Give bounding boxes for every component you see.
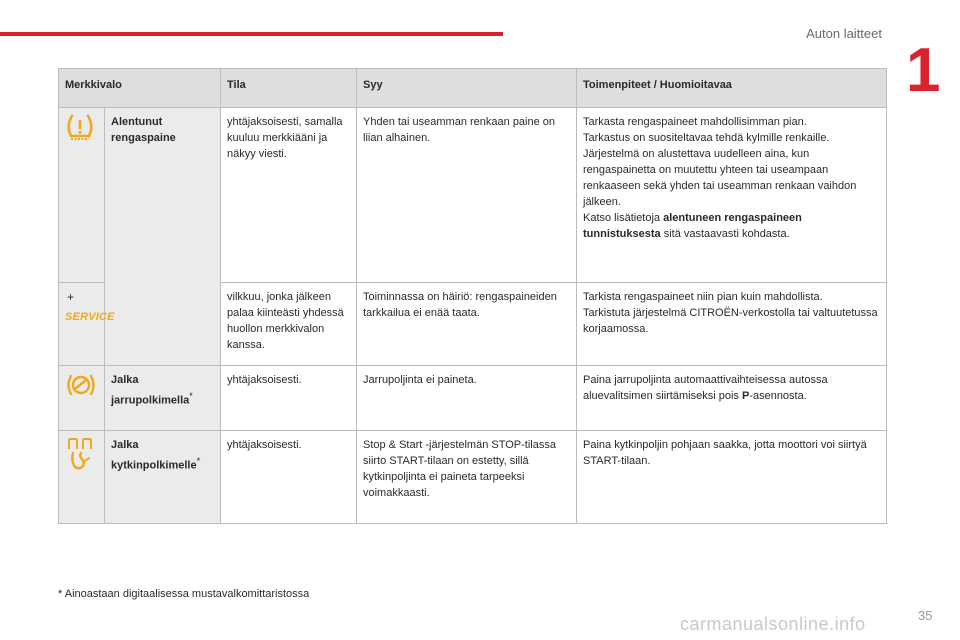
- footnote-marker: *: [189, 391, 193, 401]
- action-line: Tarkastus on suositeltavaa tehdä kylmille renkaille.: [583, 132, 830, 144]
- action-line: Tarkista rengaspaineet niin pian kuin mahdollista.: [583, 291, 823, 303]
- cause-cell: Stop & Start -järjestelmän STOP-tilassa siirto START-tilaan on estetty, sillä kytkinpoljinta ei paineta tarpeeksi voimakkaasti.: [357, 431, 577, 524]
- table-row: [59, 108, 887, 283]
- action-cell: [577, 283, 887, 366]
- cause-cell: Yhden tai useamman renkaan paine on liian alhainen.: [357, 108, 577, 283]
- reference-suffix: sitä vastaavasti kohdasta.: [660, 228, 790, 240]
- state-cell: yhtäjaksoisesti.: [221, 366, 357, 431]
- action-cell: Paina kytkinpoljin pohjaan saakka, jotta moottori voi siirtyä START-tilaan.: [577, 431, 887, 524]
- column-header-indicator: Merkkivalo: [59, 69, 221, 108]
- action-prefix: Paina jarrupoljinta automaattivaihteisessa autossa aluevalitsimen siirtämiseksi pois: [583, 374, 828, 402]
- icon-cell: [59, 108, 105, 283]
- state-cell: yhtäjaksoisesti.: [221, 431, 357, 524]
- plus-sign: +: [67, 290, 75, 304]
- cause-cell: Jarrupoljinta ei paineta.: [357, 366, 577, 431]
- action-suffix: -asennosta.: [749, 390, 807, 402]
- indicator-name: Jalka jarrupolkimella: [111, 374, 190, 407]
- watermark: carmanualsonline.info: [680, 614, 866, 634]
- indicator-name: Alentunut rengaspaine: [105, 108, 221, 366]
- cause-cell: Toiminnassa on häiriö: rengaspaineiden tarkkailua ei enää taata.: [357, 283, 577, 366]
- table-row: [59, 431, 887, 524]
- action-cell: [577, 108, 887, 283]
- footnote: * Ainoastaan digitaalisessa mustavalkomittaristossa: [58, 588, 310, 600]
- action-line: Tarkasta rengaspaineet mahdollisimman pian.: [583, 116, 807, 128]
- chapter-number: 1: [906, 36, 941, 105]
- column-header-action: Toimenpiteet / Huomioitavaa: [577, 69, 887, 108]
- indicator-name-cell: [105, 431, 221, 524]
- brake-pedal-icon: [65, 372, 97, 403]
- indicator-name-cell: [105, 366, 221, 431]
- column-header-state: Tila: [221, 69, 357, 108]
- action-line: Järjestelmä on alustettava uudelleen aina, kun rengaspainetta on muutettu yhteen tai useampaan renkaaseen sekä yhden tai useamman renkaan vaihdon jälkeen.: [583, 148, 857, 208]
- section-title: Auton laitteet: [806, 26, 882, 41]
- clutch-pedal-icon: [65, 437, 95, 476]
- action-bold: P: [741, 390, 750, 402]
- page-number: 35: [918, 608, 933, 623]
- table-row: [59, 366, 887, 431]
- reference-bold: alentuneen rengaspaineen tunnistuksesta: [583, 212, 802, 240]
- icon-cell: [59, 283, 115, 366]
- tyre-pressure-warning-icon: [65, 114, 95, 147]
- reference-prefix: Katso lisätietoja: [583, 212, 664, 224]
- table-header-row: [59, 69, 887, 108]
- column-header-cause: Syy: [357, 69, 577, 108]
- icon-cell: [59, 366, 105, 431]
- footnote-marker: *: [196, 456, 201, 466]
- state-cell: yhtäjaksoisesti, samalla kuuluu merkkiääni ja näkyy viesti.: [221, 108, 357, 283]
- warning-lights-table: [58, 68, 887, 524]
- state-cell: vilkkuu, jonka jälkeen palaa kiinteästi yhdessä huollon merkkivalon kanssa.: [221, 283, 357, 366]
- service-icon: SERVICE: [65, 311, 115, 323]
- action-cell: [577, 366, 887, 431]
- icon-cell: [59, 431, 105, 524]
- indicator-name: Jalka kytkinpolkimelle: [111, 439, 197, 472]
- action-line: Tarkistuta järjestelmä CITROËN-verkostolla tai valtuutetussa korjaamossa.: [583, 307, 878, 335]
- header-accent-bar: [0, 32, 503, 36]
- action-reference: [583, 210, 880, 242]
